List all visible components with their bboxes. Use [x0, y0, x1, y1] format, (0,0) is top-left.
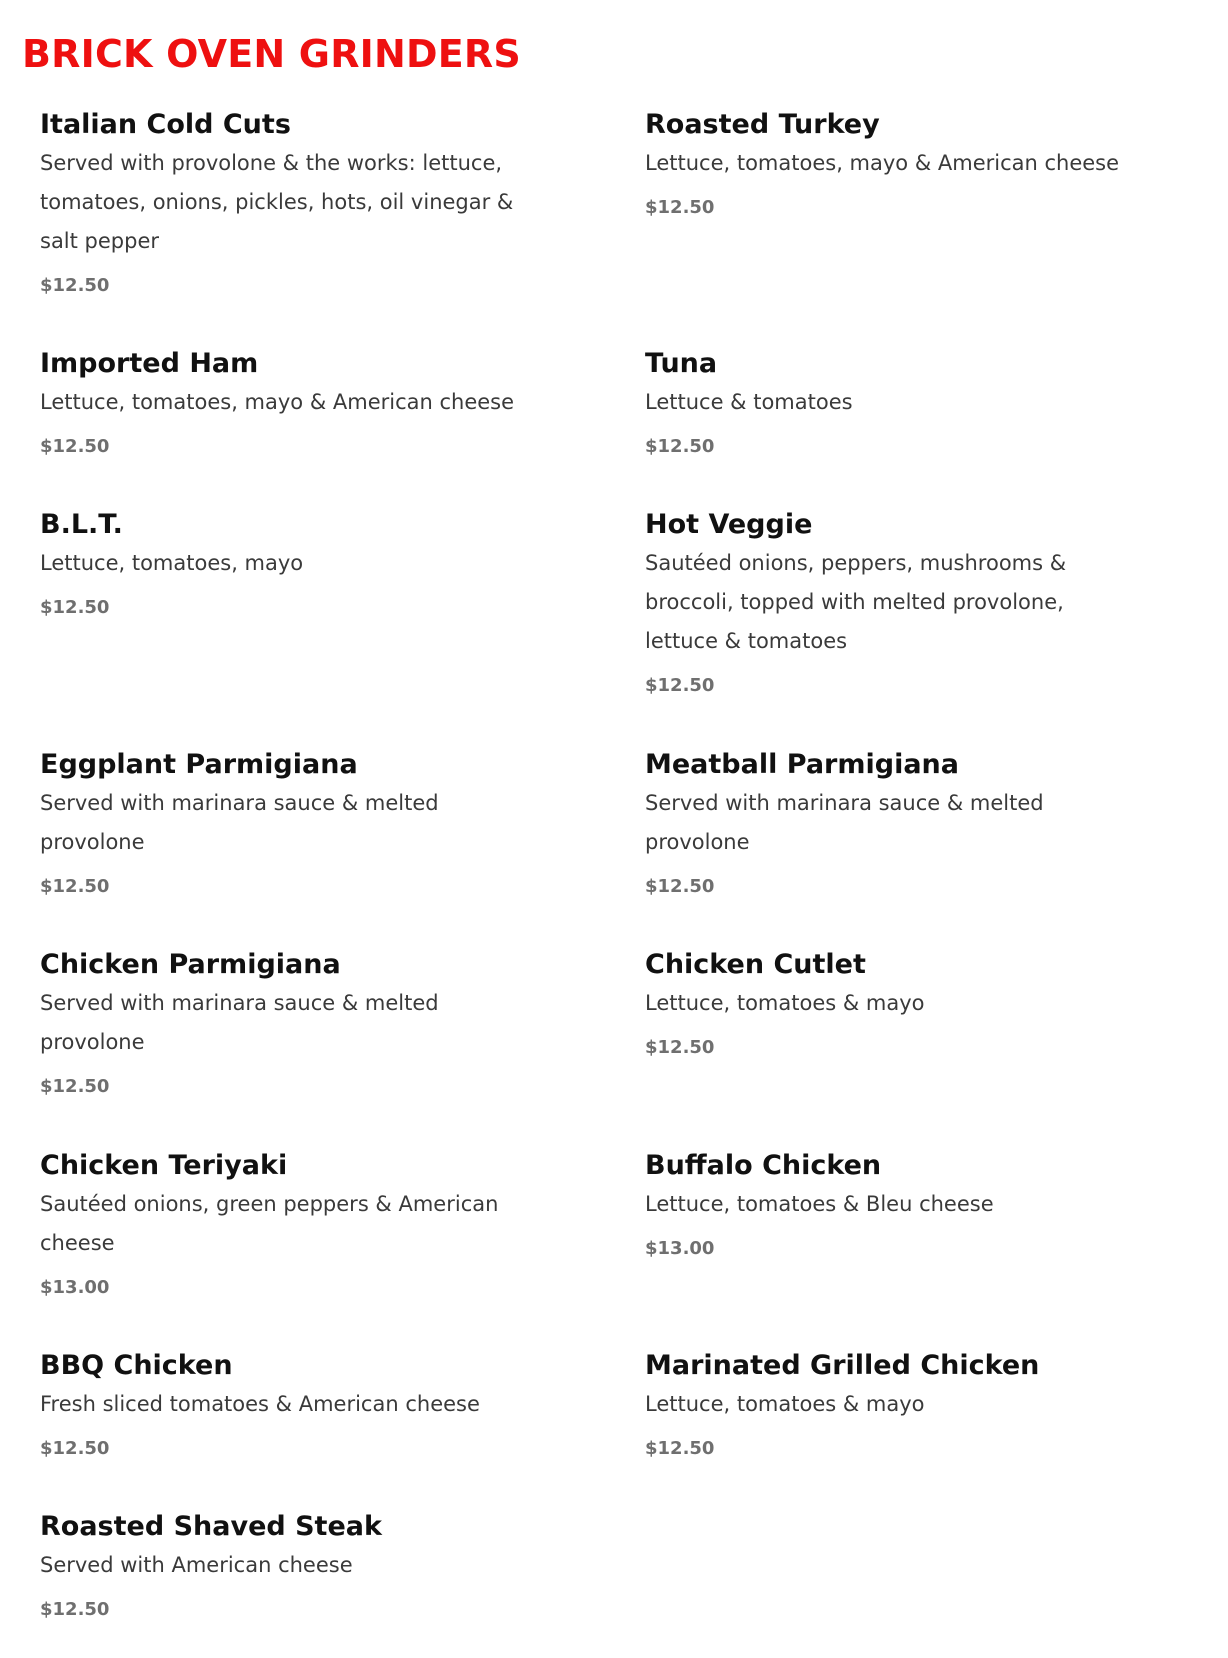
item-description-line: Lettuce, tomatoes & Bleu cheese [645, 1192, 994, 1216]
item-name: Meatball Parmigiana [645, 749, 959, 780]
item-name: Tuna [645, 348, 718, 379]
item-description-line: Lettuce, tomatoes & mayo [645, 991, 925, 1015]
item-description-line: Lettuce, tomatoes, mayo & American cheese [645, 151, 1120, 175]
menu-item [40, 746, 560, 901]
item-description-line: Served with marinara sauce & melted [40, 791, 439, 815]
item-name: BBQ Chicken [40, 1350, 233, 1381]
menu-item [40, 345, 560, 461]
menu-item [40, 506, 560, 622]
item-description-line: provolone [645, 830, 750, 854]
item-price: $12.50 [40, 597, 110, 618]
item-price: $12.50 [40, 1438, 110, 1459]
item-description-line: Sautéed onions, green peppers & American [40, 1192, 499, 1216]
item-description-line: lettuce & tomatoes [645, 629, 848, 653]
item-description-line: Sautéed onions, peppers, mushrooms & [645, 551, 1067, 575]
item-description-line: Lettuce, tomatoes & mayo [645, 1392, 925, 1416]
menu-item [645, 106, 1165, 222]
item-price: $12.50 [645, 1438, 715, 1459]
menu-item [645, 1347, 1165, 1463]
menu-item [645, 946, 1165, 1062]
item-description-line: Served with marinara sauce & melted [40, 991, 439, 1015]
item-price: $12.50 [40, 436, 110, 457]
item-description-line: Fresh sliced tomatoes & American cheese [40, 1392, 480, 1416]
item-price: $12.50 [645, 876, 715, 897]
item-name: Italian Cold Cuts [40, 109, 291, 140]
item-description-line: broccoli, topped with melted provolone, [645, 590, 1064, 614]
item-description-line: cheese [40, 1231, 115, 1255]
menu-item [40, 106, 560, 300]
menu-item [40, 1347, 560, 1463]
item-description-line: Lettuce, tomatoes, mayo & American cheese [40, 390, 515, 414]
item-price: $12.50 [645, 1037, 715, 1058]
item-price: $12.50 [40, 1599, 110, 1620]
item-name: Hot Veggie [645, 509, 813, 540]
item-name: Eggplant Parmigiana [40, 749, 358, 780]
item-name: Chicken Parmigiana [40, 949, 341, 980]
item-price: $13.00 [40, 1277, 110, 1298]
item-description-line: tomatoes, onions, pickles, hots, oil vinegar & [40, 190, 514, 214]
item-description-line: Lettuce & tomatoes [645, 390, 853, 414]
section-title: BRICK OVEN GRINDERS [22, 32, 521, 76]
item-price: $12.50 [40, 1076, 110, 1097]
item-name: Imported Ham [40, 348, 259, 379]
item-name: Marinated Grilled Chicken [645, 1350, 1040, 1381]
item-description-line: Lettuce, tomatoes, mayo [40, 551, 304, 575]
menu-item [645, 506, 1165, 700]
menu-item [645, 1147, 1165, 1263]
item-description-line: salt pepper [40, 229, 160, 253]
item-name: Roasted Shaved Steak [40, 1511, 382, 1542]
menu-item [40, 1147, 560, 1302]
item-description-line: Served with marinara sauce & melted [645, 791, 1044, 815]
item-price: $12.50 [645, 197, 715, 218]
item-name: Buffalo Chicken [645, 1150, 882, 1181]
item-name: Chicken Cutlet [645, 949, 866, 980]
menu-item [645, 345, 1165, 461]
menu-item [40, 946, 560, 1101]
item-name: B.L.T. [40, 509, 123, 540]
item-price: $12.50 [40, 876, 110, 897]
item-price: $12.50 [645, 675, 715, 696]
menu-item [40, 1508, 560, 1624]
item-price: $13.00 [645, 1238, 715, 1259]
item-name: Chicken Teriyaki [40, 1150, 288, 1181]
item-price: $12.50 [645, 436, 715, 457]
item-description-line: Served with provolone & the works: lettuce, [40, 151, 503, 175]
item-description-line: provolone [40, 1030, 145, 1054]
item-description-line: Served with American cheese [40, 1553, 353, 1577]
item-description-line: provolone [40, 830, 145, 854]
item-price: $12.50 [40, 275, 110, 296]
item-name: Roasted Turkey [645, 109, 880, 140]
menu-item [645, 746, 1165, 901]
